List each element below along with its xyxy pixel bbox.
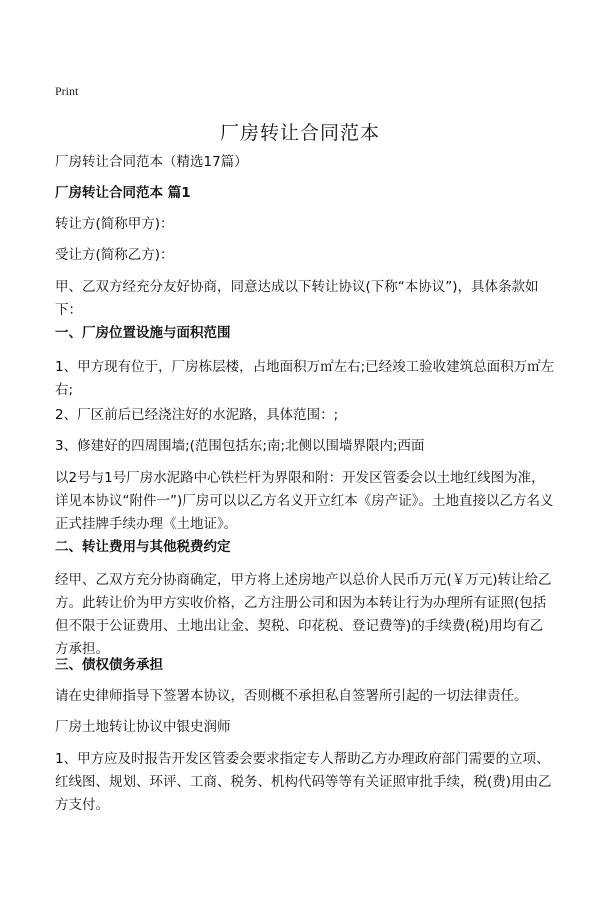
agreement-intro: 甲、乙双方经充分友好协商，同意达成以下转让协议(下称“本协议”)，具体条款如下： [55,279,539,318]
clause-1-4: 以2号与1号厂房水泥路中心铁栏杆为界限和附：开发区管委会以土地红线图为准，详见本协议“附件一”)厂房可以以乙方名义开立红本《房产证》。土地直接以乙方名义正式挂牌手续办理《土地证》。 [55,470,554,532]
intro-line: 厂房转让合同范本（精选17篇） [55,154,248,170]
clause-2-1: 经甲、乙双方充分协商确定，甲方将上述房地产以总价人民币万元(￥万元)转让给乙方。此转让价为甲方实收价格，乙方注册公司和因为本转让行为办理所有证照(包括但不限于公证费用、土地出让金、契税、印花税、登记费等)的手续费(税)用均有乙方承担。 [55,572,552,657]
print-label: Print [55,84,79,98]
clause-1-1: 1、甲方现有位于，厂房栋层楼，占地面积万㎡左右;已经竣工验收建筑总面积万㎡左右; [55,359,555,398]
document-title: 厂房转让合同范本 [219,122,380,144]
clause-1-3: 3、修建好的四周围墙;(范围包括东;南;北侧以围墙界限内;西面 [55,438,425,454]
section-title: 厂房转让合同范本 篇1 [55,185,191,201]
clause-1-2: 2、厂区前后已经浇注好的水泥路，具体范围：; [55,407,339,423]
heading-fees-taxes: 二、转让费用与其他税费约定 [55,539,231,555]
transferee-line: 受让方(简称乙方)： [55,247,174,263]
clause-3-3: 1、甲方应及时报告开发区管委会要求指定专人帮助乙方办理政府部门需要的立项、红线图、规划、环评、工商、税务、机构代码等等有关证照审批手续，税(费)用由乙方支付。 [55,751,552,813]
transferor-line: 转让方(简称甲方)： [55,216,174,232]
heading-location-facilities: 一、厂房位置设施与面积范围 [55,325,231,341]
clause-3-2: 厂房土地转让协议中银史润师 [55,719,231,735]
clause-3-1: 请在史律师指导下签署本协议，否则概不承担私自签署所引起的一切法律责任。 [55,688,528,704]
heading-debts: 三、债权债务承担 [55,657,163,673]
